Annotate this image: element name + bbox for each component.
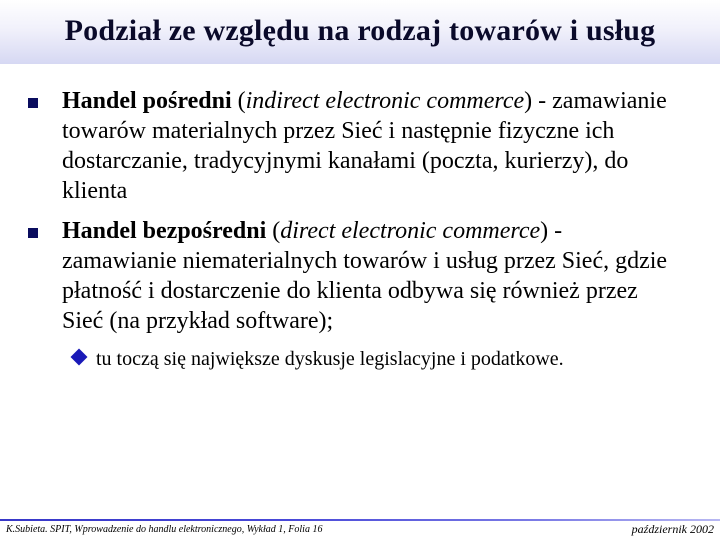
footer-citation: K.Subieta. SPIT, Wprowadzenie do handlu elektronicznego, Wykład 1, Folia 16	[6, 524, 323, 535]
bullet-description: ) - zamawianie towarów materialnych przez Sieć i następnie fizyczne ich dostarczanie, tradycyjnymi kanałami (poczta, kurierzy), do klienta	[62, 88, 667, 204]
footer-date: październik 2002	[631, 522, 714, 536]
bullet-description: ) - zamawianie niematerialnych towarów i usług przez Sieć, gdzie płatność i dostarczenie do klienta odbywa się również przez Sieć (na przykład software);	[62, 218, 668, 334]
bullet-term-english: direct electronic commerce	[280, 218, 541, 244]
slide-title: Podział ze względu na rodzaj towarów i usług	[64, 14, 656, 47]
diamond-bullet-icon	[71, 349, 88, 366]
bullet-indirect-commerce	[62, 86, 682, 206]
bullet-square-icon	[28, 228, 38, 238]
footer-rule	[0, 519, 720, 521]
bullet-square-icon	[28, 98, 38, 108]
bullet-direct-commerce	[62, 216, 682, 336]
bullet-term: Handel pośredni	[62, 88, 232, 114]
bullet-term: Handel bezpośredni	[62, 218, 267, 244]
bullet-open-paren: (	[231, 88, 246, 114]
title-bar	[0, 0, 720, 64]
bullet-term-english: indirect electronic commerce	[245, 88, 525, 114]
bullet-open-paren: (	[266, 218, 281, 244]
sub-bullet-legislation: tu toczą się największe dyskusje legislacyjne i podatkowe.	[96, 348, 564, 370]
